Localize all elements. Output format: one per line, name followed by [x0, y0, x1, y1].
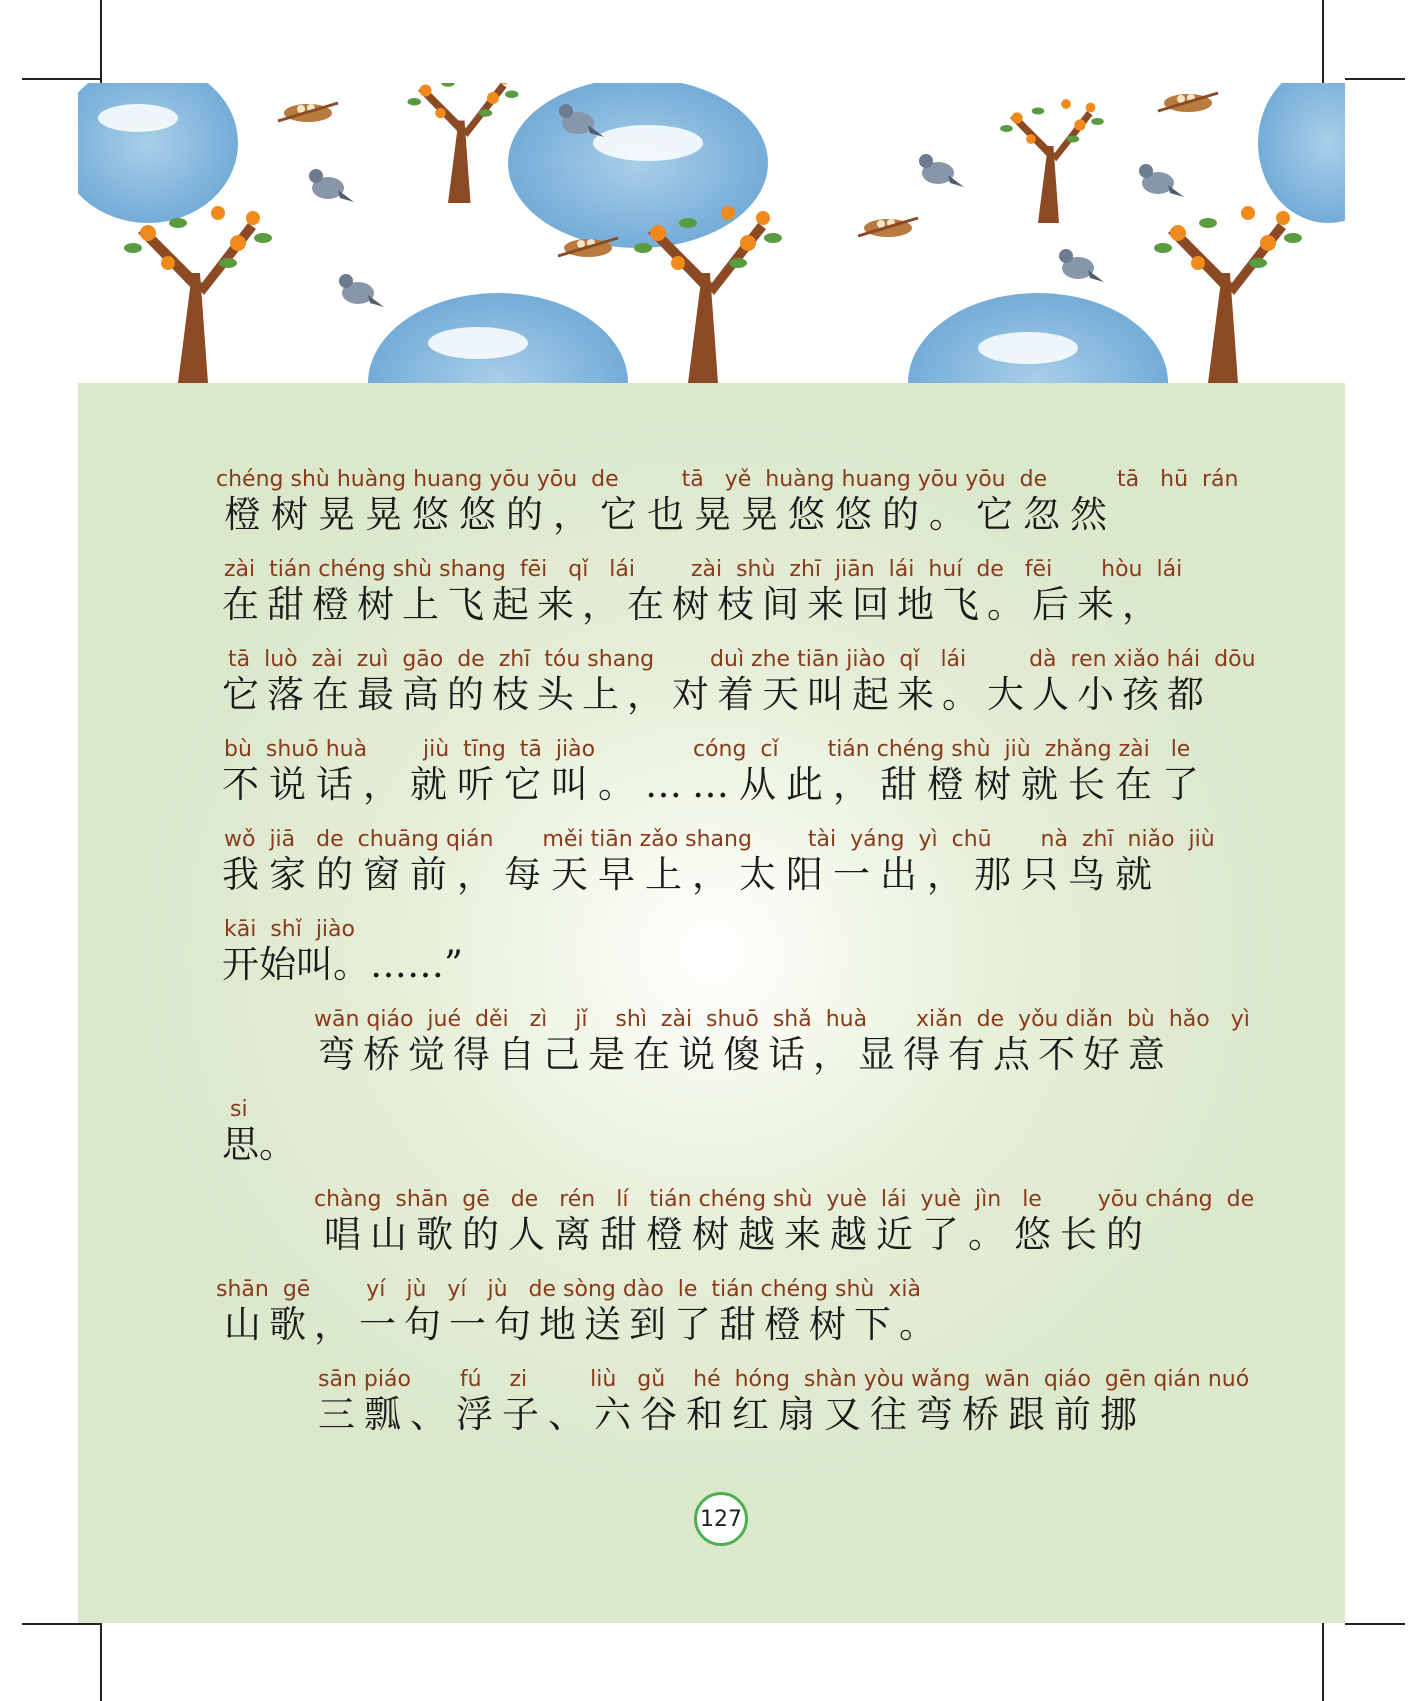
- text-line: 开始叫。……”: [222, 943, 463, 986]
- crop-mark: [22, 1623, 100, 1625]
- text-line: 在甜橙树上飞起来，在树枝间来回地飞。后来，: [222, 583, 1167, 626]
- pinyin-line: zài tián chéng shù shang fēi qǐ lái zài shù zhī jiān lái huí de fēi hòu lái: [224, 557, 1183, 582]
- pinyin-line: chéng shù huàng huang yōu yōu de tā yě huàng huang yōu yōu de tā hū rán: [216, 467, 1239, 492]
- text-line: 不说话，就听它叫。……从此，甜橙树就长在了: [222, 763, 1209, 806]
- text-line: 山歌，一句一句地送到了甜橙树下。: [224, 1303, 944, 1346]
- page-number: 127: [694, 1492, 748, 1546]
- text-line: 橙树晃晃悠悠的，它也晃晃悠悠的。它忽然: [224, 493, 1117, 536]
- pinyin-line: bù shuō huà jiù tīng tā jiào cóng cǐ tián chéng shù jiù zhǎng zài le: [224, 737, 1191, 762]
- crop-mark: [22, 78, 100, 80]
- text-line: 我家的窗前，每天早上，太阳一出，那只鸟就: [222, 853, 1162, 896]
- pinyin-line: wǒ jiā de chuāng qián měi tiān zǎo shang tài yáng yì chū nà zhī niǎo jiù: [224, 827, 1215, 852]
- story-page: [78, 383, 1345, 1623]
- crop-mark: [1345, 1623, 1405, 1625]
- text-line: 弯桥觉得自己是在说傻话，显得有点不好意: [318, 1033, 1173, 1076]
- pinyin-line: shān gē yí jù yí jù de sòng dào le tián chéng shù xià: [216, 1277, 921, 1302]
- pinyin-line: kāi shǐ jiào: [224, 917, 355, 942]
- pinyin-line: wān qiáo jué děi zì jǐ shì zài shuō shǎ huà xiǎn de yǒu diǎn bù hǎo yì: [314, 1007, 1250, 1032]
- crop-mark: [1345, 78, 1405, 80]
- text-line: 唱山歌的人离甜橙树越来越近了。悠长的: [324, 1213, 1152, 1256]
- text-line: 它落在最高的枝头上，对着天叫起来。大人小孩都: [222, 673, 1212, 716]
- pinyin-line: si: [230, 1097, 248, 1122]
- pinyin-line: sān piáo fú zi liù gǔ hé hóng shàn yòu wǎng wān qiáo gēn qián nuó: [318, 1367, 1250, 1392]
- text-line: 三瓢、浮子、六谷和红扇又往弯桥跟前挪: [318, 1393, 1146, 1436]
- pinyin-line: tā luò zài zuì gāo de zhī tóu shang duì zhe tiān jiào qǐ lái dà ren xiǎo hái dōu: [228, 647, 1256, 672]
- pinyin-line: chàng shān gē de rén lí tián chéng shù yuè lái yuè jìn le yōu cháng de: [314, 1187, 1255, 1212]
- header-illustration: [78, 83, 1345, 383]
- text-line: 思。: [222, 1123, 296, 1166]
